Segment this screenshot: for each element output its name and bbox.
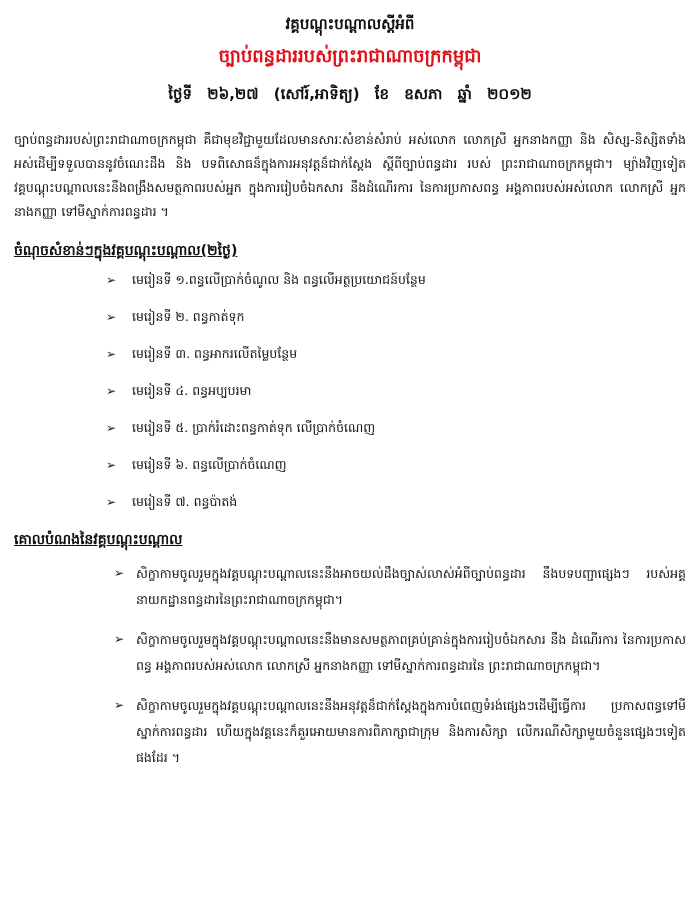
- lesson-label: មេរៀនទី ១.ពន្ធលើប្រាក់ចំណូល និង ពន្ធលើអត្ថប្រយោជន៍បន្ថែម: [132, 272, 426, 287]
- lesson-label: មេរៀនទី ៦. ពន្ធលើប្រាក់ចំណេញ: [132, 457, 287, 472]
- lesson-label: មេរៀនទី ៧. ពន្ធប៉ាតង់: [132, 494, 238, 509]
- arrow-bullet-icon: ➢: [106, 458, 117, 472]
- lesson-label: មេរៀនទី ៥. ប្រាក់រំដោះពន្ធកាត់ទុក លើប្រាក់ចំណេញ: [132, 420, 376, 435]
- lesson-item: [14, 379, 686, 416]
- arrow-bullet-icon: ➢: [106, 495, 117, 509]
- objectives-heading: គោលបំណងនៃវគ្គបណ្តុះបណ្តាល: [14, 532, 183, 548]
- lesson-item: [14, 305, 686, 342]
- lesson-item: [14, 453, 686, 490]
- lesson-item: [14, 268, 686, 305]
- lesson-label: មេរៀនទី ២. ពន្ធកាត់ទុក: [132, 309, 245, 324]
- lesson-item: [14, 490, 686, 527]
- arrow-bullet-icon: ➢: [106, 384, 117, 398]
- objective-text: សិក្ខាកាមចូលរួមក្នុងវគ្គបណ្តុះបណ្តាលនេះនឹងមានសមត្ថភាពគ្រប់គ្រាន់ក្នុងការរៀបចំឯកសារ នឹង ដំណើរការ នៃការប្រកាសពន្ធ អង្គភាពរបស់អស់លោក លោកស្រី អ្នកនាងកញ្ញា ទៅមីស្នាក់ការពន្ធដារនៃ ព្រះរាជាណាចក្រកម្ពុជា។: [136, 632, 686, 673]
- arrow-bullet-icon: ➢: [114, 566, 125, 580]
- arrow-bullet-icon: ➢: [106, 310, 117, 324]
- arrow-bullet-icon: ➢: [106, 347, 117, 361]
- objective-text: សិក្ខាកាមចូលរួមក្នុងវគ្គបណ្តុះបណ្តាលនេះនឹងអនុវត្តន៏ជាក់ស្តែងក្នុងការបំពេញទំរង់ផ្សេងៗដើម្បីធ្វើការ ប្រកាសពន្ធទៅមីស្នាក់ការពន្ធដារ ហើយក្នុងវគ្គនេះក៏គួរអោយមានការពិភាក្សាជាក្រុម និងការសិក្សា លើករណីសិក្សាមួយចំនួនផ្សេងៗទៀតផងដែរ ។: [136, 698, 686, 765]
- arrow-bullet-icon: ➢: [106, 273, 117, 287]
- lessons-heading: ចំណុចសំខាន់ៗក្នុងវគ្គបណ្តុះបណ្តាល(២ថ្ងៃ): [14, 243, 238, 259]
- objectives-list: [14, 561, 686, 771]
- training-date: ថ្ងៃទី ២៦,២៧ (សៅរ៍,អាទិត្យ) ខែ ឧសភា ឆ្នាំ ២០១២: [168, 85, 532, 103]
- arrow-bullet-icon: ➢: [106, 421, 117, 435]
- objective-text: សិក្ខាកាមចូលរួមក្នុងវគ្គបណ្តុះបណ្តាលនេះនឹងអាចយល់ដឹងច្បាស់លាស់អំពីច្បាប់ពន្ធដារ នឹងបទបញ្ជាផ្សេងៗ របស់អគ្គនាយកដ្ឋានពន្ធដារនៃព្រះរាជាណាចក្រកម្ពុជា។: [136, 566, 686, 607]
- lesson-label: មេរៀនទី ៣. ពន្ធអាករលើតម្លៃបន្ថែម: [132, 346, 298, 361]
- lessons-list: [14, 268, 686, 527]
- arrow-bullet-icon: ➢: [114, 698, 125, 712]
- lesson-item: [14, 416, 686, 453]
- intro-paragraph: ច្បាប់ពន្ធដាររបស់ព្រះរាជាណាចក្រកម្ពុជា គឺជាមុខវិជ្ជាមួយដែលមានសារៈសំខាន់សំរាប់ អស់លោក លោកស្រី អ្នកនាងកញ្ញា និង សិស្ស-និស្សិតទាំងអស់ដើម្បីទទួលបាននូវចំណេះដឹង និង បទពិសោធន៏ក្នុងការអនុវត្តន៏ជាក់ស្តែង ស្តីពីច្បាប់ពន្ធដារ របស់ ព្រះរាជាណាចក្រកម្ពុជា។ ម្យ៉ាងវិញទៀត វគ្គបណ្តុះបណ្តាលនេះនឹងពង្រឹងសមត្ថភាពរបស់អ្នក ក្នុងការរៀបចំឯកសារ នឹងដំណើរការ នៃការប្រកាសពន្ធ អង្គភាពរបស់អស់លោក លោកស្រី អ្នកនាងកញ្ញា ទៅមីស្នាក់ការពន្ធដារ ។: [14, 132, 686, 219]
- objective-item: [14, 693, 686, 771]
- header-pretitle: វគ្គបណ្តុះបណ្តាលស្តីអំពី: [285, 15, 415, 33]
- page-title: ច្បាប់ពន្ធដាររបស់ព្រះរាជាណាចក្រកម្ពុជា: [218, 46, 482, 67]
- lesson-label: មេរៀនទី ៤. ពន្ធអប្បបរមា: [132, 383, 252, 398]
- objective-item: [14, 627, 686, 679]
- lesson-item: [14, 342, 686, 379]
- arrow-bullet-icon: ➢: [114, 632, 125, 646]
- objective-item: [14, 561, 686, 613]
